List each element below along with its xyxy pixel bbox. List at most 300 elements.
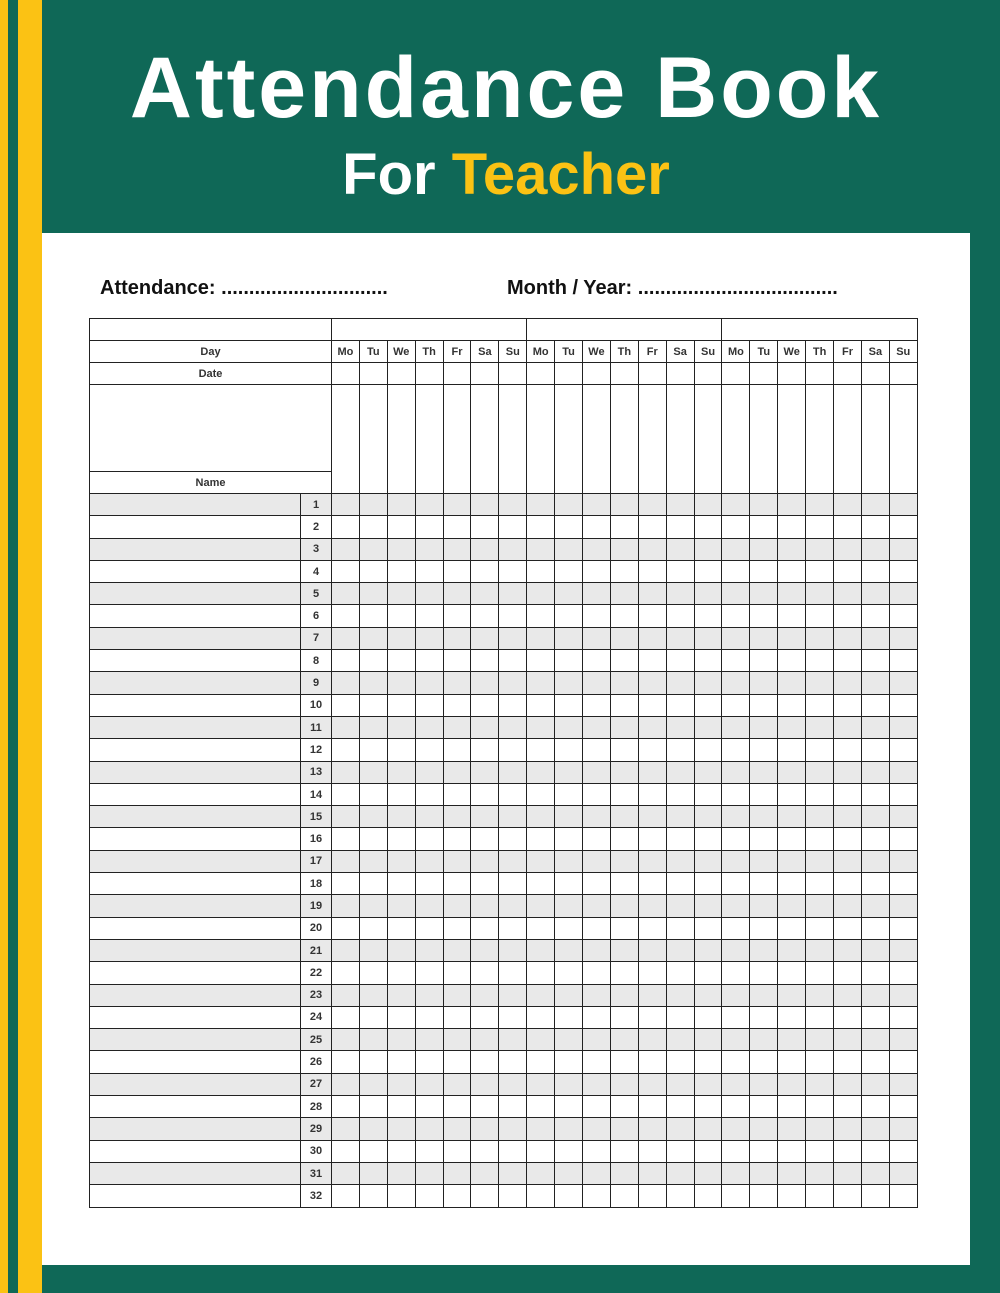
attendance-cell[interactable] (778, 873, 806, 895)
attendance-cell[interactable] (778, 1073, 806, 1095)
attendance-cell[interactable] (834, 850, 862, 872)
attendance-cell[interactable] (332, 1140, 360, 1162)
attendance-cell[interactable] (750, 917, 778, 939)
attendance-cell[interactable] (387, 895, 415, 917)
student-name-cell[interactable] (90, 1096, 301, 1118)
attendance-cell[interactable] (359, 761, 387, 783)
attendance-cell[interactable] (359, 939, 387, 961)
attendance-cell[interactable] (722, 627, 750, 649)
attendance-cell[interactable] (889, 650, 917, 672)
attendance-cell[interactable] (778, 1185, 806, 1207)
attendance-cell[interactable] (722, 1029, 750, 1051)
attendance-cell[interactable] (555, 560, 583, 582)
attendance-cell[interactable] (889, 1140, 917, 1162)
attendance-cell[interactable] (555, 1185, 583, 1207)
header-day-cell[interactable] (499, 385, 527, 494)
attendance-cell[interactable] (443, 1118, 471, 1140)
attendance-cell[interactable] (443, 560, 471, 582)
student-name-cell[interactable] (90, 716, 301, 738)
attendance-cell[interactable] (610, 739, 638, 761)
attendance-cell[interactable] (666, 1006, 694, 1028)
attendance-cell[interactable] (861, 1118, 889, 1140)
attendance-cell[interactable] (834, 984, 862, 1006)
attendance-cell[interactable] (666, 783, 694, 805)
attendance-cell[interactable] (415, 627, 443, 649)
attendance-cell[interactable] (638, 650, 666, 672)
attendance-cell[interactable] (443, 828, 471, 850)
attendance-cell[interactable] (666, 761, 694, 783)
attendance-cell[interactable] (861, 939, 889, 961)
attendance-cell[interactable] (359, 828, 387, 850)
attendance-cell[interactable] (722, 761, 750, 783)
attendance-cell[interactable] (861, 828, 889, 850)
attendance-cell[interactable] (555, 806, 583, 828)
attendance-cell[interactable] (889, 806, 917, 828)
attendance-cell[interactable] (722, 516, 750, 538)
attendance-cell[interactable] (889, 560, 917, 582)
attendance-cell[interactable] (499, 1140, 527, 1162)
attendance-cell[interactable] (638, 583, 666, 605)
attendance-cell[interactable] (806, 716, 834, 738)
attendance-cell[interactable] (806, 1096, 834, 1118)
attendance-cell[interactable] (889, 538, 917, 560)
attendance-cell[interactable] (778, 850, 806, 872)
header-day-cell[interactable] (527, 385, 555, 494)
attendance-cell[interactable] (638, 694, 666, 716)
attendance-cell[interactable] (415, 1140, 443, 1162)
attendance-cell[interactable] (694, 716, 722, 738)
attendance-cell[interactable] (638, 761, 666, 783)
attendance-cell[interactable] (806, 873, 834, 895)
attendance-cell[interactable] (722, 895, 750, 917)
attendance-cell[interactable] (527, 739, 555, 761)
attendance-cell[interactable] (750, 1118, 778, 1140)
attendance-cell[interactable] (806, 538, 834, 560)
attendance-cell[interactable] (666, 739, 694, 761)
attendance-cell[interactable] (638, 739, 666, 761)
attendance-cell[interactable] (555, 962, 583, 984)
attendance-cell[interactable] (694, 1185, 722, 1207)
attendance-cell[interactable] (666, 873, 694, 895)
attendance-cell[interactable] (471, 873, 499, 895)
header-day-cell[interactable] (471, 385, 499, 494)
attendance-cell[interactable] (387, 939, 415, 961)
attendance-cell[interactable] (555, 627, 583, 649)
attendance-cell[interactable] (806, 1162, 834, 1184)
student-name-cell[interactable] (90, 694, 301, 716)
attendance-cell[interactable] (694, 672, 722, 694)
student-name-cell[interactable] (90, 605, 301, 627)
attendance-cell[interactable] (443, 739, 471, 761)
attendance-cell[interactable] (583, 1140, 611, 1162)
attendance-cell[interactable] (555, 716, 583, 738)
attendance-cell[interactable] (889, 1118, 917, 1140)
attendance-cell[interactable] (889, 694, 917, 716)
attendance-cell[interactable] (722, 984, 750, 1006)
attendance-cell[interactable] (332, 739, 360, 761)
attendance-cell[interactable] (332, 873, 360, 895)
date-cell[interactable] (610, 363, 638, 385)
attendance-cell[interactable] (443, 873, 471, 895)
attendance-cell[interactable] (332, 583, 360, 605)
attendance-cell[interactable] (583, 1073, 611, 1095)
attendance-cell[interactable] (555, 895, 583, 917)
attendance-cell[interactable] (889, 962, 917, 984)
attendance-cell[interactable] (471, 1162, 499, 1184)
attendance-cell[interactable] (471, 783, 499, 805)
attendance-cell[interactable] (861, 1006, 889, 1028)
attendance-cell[interactable] (861, 494, 889, 516)
attendance-cell[interactable] (889, 873, 917, 895)
attendance-cell[interactable] (415, 1029, 443, 1051)
attendance-cell[interactable] (889, 761, 917, 783)
attendance-cell[interactable] (834, 917, 862, 939)
attendance-blank[interactable]: .............................. (221, 277, 388, 299)
attendance-cell[interactable] (443, 1073, 471, 1095)
attendance-cell[interactable] (527, 1073, 555, 1095)
attendance-cell[interactable] (332, 1006, 360, 1028)
date-cell[interactable] (861, 363, 889, 385)
student-name-cell[interactable] (90, 672, 301, 694)
attendance-cell[interactable] (750, 694, 778, 716)
attendance-cell[interactable] (666, 672, 694, 694)
attendance-cell[interactable] (806, 1051, 834, 1073)
attendance-cell[interactable] (471, 895, 499, 917)
attendance-cell[interactable] (499, 828, 527, 850)
attendance-cell[interactable] (415, 895, 443, 917)
attendance-cell[interactable] (722, 1140, 750, 1162)
header-day-cell[interactable] (889, 385, 917, 494)
attendance-cell[interactable] (387, 783, 415, 805)
header-day-cell[interactable] (443, 385, 471, 494)
attendance-cell[interactable] (861, 962, 889, 984)
attendance-cell[interactable] (638, 1029, 666, 1051)
attendance-cell[interactable] (443, 1051, 471, 1073)
attendance-cell[interactable] (415, 850, 443, 872)
attendance-cell[interactable] (610, 895, 638, 917)
attendance-cell[interactable] (638, 939, 666, 961)
attendance-cell[interactable] (415, 984, 443, 1006)
attendance-cell[interactable] (471, 828, 499, 850)
attendance-cell[interactable] (387, 1185, 415, 1207)
attendance-cell[interactable] (722, 605, 750, 627)
attendance-cell[interactable] (666, 850, 694, 872)
attendance-cell[interactable] (694, 605, 722, 627)
attendance-cell[interactable] (834, 1140, 862, 1162)
attendance-cell[interactable] (527, 1029, 555, 1051)
attendance-cell[interactable] (861, 873, 889, 895)
attendance-cell[interactable] (471, 716, 499, 738)
attendance-cell[interactable] (359, 583, 387, 605)
attendance-cell[interactable] (610, 962, 638, 984)
attendance-cell[interactable] (889, 516, 917, 538)
attendance-cell[interactable] (387, 1140, 415, 1162)
attendance-cell[interactable] (889, 583, 917, 605)
attendance-cell[interactable] (387, 605, 415, 627)
student-name-cell[interactable] (90, 1118, 301, 1140)
attendance-cell[interactable] (555, 650, 583, 672)
attendance-cell[interactable] (610, 1118, 638, 1140)
attendance-cell[interactable] (471, 650, 499, 672)
attendance-cell[interactable] (387, 583, 415, 605)
attendance-cell[interactable] (499, 1006, 527, 1028)
attendance-cell[interactable] (527, 627, 555, 649)
attendance-cell[interactable] (666, 895, 694, 917)
attendance-cell[interactable] (666, 1118, 694, 1140)
attendance-cell[interactable] (778, 538, 806, 560)
attendance-cell[interactable] (443, 962, 471, 984)
attendance-cell[interactable] (638, 806, 666, 828)
attendance-cell[interactable] (638, 783, 666, 805)
attendance-cell[interactable] (750, 850, 778, 872)
attendance-cell[interactable] (834, 672, 862, 694)
attendance-cell[interactable] (359, 1185, 387, 1207)
student-name-cell[interactable] (90, 873, 301, 895)
attendance-cell[interactable] (666, 583, 694, 605)
attendance-cell[interactable] (583, 939, 611, 961)
attendance-cell[interactable] (778, 739, 806, 761)
header-day-cell[interactable] (861, 385, 889, 494)
date-cell[interactable] (359, 363, 387, 385)
attendance-cell[interactable] (889, 1051, 917, 1073)
attendance-cell[interactable] (638, 1162, 666, 1184)
attendance-cell[interactable] (555, 761, 583, 783)
attendance-cell[interactable] (889, 850, 917, 872)
attendance-cell[interactable] (750, 494, 778, 516)
student-name-cell[interactable] (90, 583, 301, 605)
attendance-cell[interactable] (359, 694, 387, 716)
attendance-cell[interactable] (694, 560, 722, 582)
attendance-cell[interactable] (778, 494, 806, 516)
student-name-cell[interactable] (90, 1051, 301, 1073)
attendance-cell[interactable] (610, 917, 638, 939)
attendance-cell[interactable] (638, 1073, 666, 1095)
attendance-cell[interactable] (555, 1140, 583, 1162)
attendance-cell[interactable] (806, 984, 834, 1006)
attendance-cell[interactable] (694, 494, 722, 516)
attendance-cell[interactable] (583, 1029, 611, 1051)
attendance-cell[interactable] (610, 783, 638, 805)
attendance-cell[interactable] (778, 962, 806, 984)
attendance-cell[interactable] (694, 1029, 722, 1051)
student-name-cell[interactable] (90, 516, 301, 538)
attendance-cell[interactable] (889, 627, 917, 649)
attendance-cell[interactable] (834, 828, 862, 850)
attendance-cell[interactable] (583, 1006, 611, 1028)
attendance-cell[interactable] (834, 1096, 862, 1118)
attendance-cell[interactable] (750, 739, 778, 761)
attendance-cell[interactable] (359, 672, 387, 694)
attendance-cell[interactable] (666, 962, 694, 984)
attendance-cell[interactable] (332, 850, 360, 872)
student-name-cell[interactable] (90, 627, 301, 649)
attendance-cell[interactable] (499, 650, 527, 672)
attendance-cell[interactable] (694, 1096, 722, 1118)
attendance-cell[interactable] (583, 694, 611, 716)
date-cell[interactable] (722, 363, 750, 385)
attendance-cell[interactable] (889, 1096, 917, 1118)
attendance-cell[interactable] (415, 716, 443, 738)
attendance-cell[interactable] (722, 1162, 750, 1184)
student-name-cell[interactable] (90, 828, 301, 850)
attendance-cell[interactable] (778, 560, 806, 582)
attendance-cell[interactable] (471, 739, 499, 761)
attendance-cell[interactable] (750, 716, 778, 738)
attendance-cell[interactable] (332, 962, 360, 984)
student-name-cell[interactable] (90, 917, 301, 939)
date-cell[interactable] (527, 363, 555, 385)
attendance-cell[interactable] (889, 939, 917, 961)
attendance-cell[interactable] (332, 1185, 360, 1207)
attendance-cell[interactable] (332, 1162, 360, 1184)
attendance-cell[interactable] (583, 1185, 611, 1207)
attendance-cell[interactable] (861, 1185, 889, 1207)
attendance-cell[interactable] (359, 1051, 387, 1073)
attendance-cell[interactable] (861, 1140, 889, 1162)
attendance-cell[interactable] (415, 873, 443, 895)
student-name-cell[interactable] (90, 895, 301, 917)
date-cell[interactable] (387, 363, 415, 385)
attendance-cell[interactable] (861, 627, 889, 649)
attendance-cell[interactable] (861, 560, 889, 582)
attendance-cell[interactable] (694, 739, 722, 761)
student-name-cell[interactable] (90, 962, 301, 984)
attendance-cell[interactable] (555, 1118, 583, 1140)
attendance-cell[interactable] (694, 1006, 722, 1028)
attendance-cell[interactable] (471, 605, 499, 627)
attendance-cell[interactable] (332, 1073, 360, 1095)
attendance-cell[interactable] (834, 1185, 862, 1207)
student-name-cell[interactable] (90, 1029, 301, 1051)
attendance-cell[interactable] (332, 917, 360, 939)
attendance-cell[interactable] (583, 516, 611, 538)
attendance-cell[interactable] (638, 1118, 666, 1140)
attendance-cell[interactable] (443, 806, 471, 828)
attendance-cell[interactable] (527, 828, 555, 850)
header-day-cell[interactable] (415, 385, 443, 494)
attendance-cell[interactable] (471, 962, 499, 984)
attendance-cell[interactable] (527, 494, 555, 516)
attendance-cell[interactable] (750, 1096, 778, 1118)
attendance-cell[interactable] (722, 739, 750, 761)
attendance-cell[interactable] (694, 962, 722, 984)
attendance-cell[interactable] (722, 828, 750, 850)
attendance-cell[interactable] (332, 1029, 360, 1051)
attendance-cell[interactable] (666, 828, 694, 850)
student-name-cell[interactable] (90, 650, 301, 672)
attendance-cell[interactable] (471, 1006, 499, 1028)
month-year-blank[interactable]: .................................... (637, 277, 838, 299)
header-day-cell[interactable] (778, 385, 806, 494)
attendance-cell[interactable] (555, 984, 583, 1006)
attendance-cell[interactable] (638, 1185, 666, 1207)
header-day-cell[interactable] (666, 385, 694, 494)
attendance-cell[interactable] (499, 1096, 527, 1118)
attendance-cell[interactable] (387, 494, 415, 516)
attendance-cell[interactable] (415, 516, 443, 538)
attendance-cell[interactable] (694, 1140, 722, 1162)
attendance-cell[interactable] (861, 1162, 889, 1184)
attendance-cell[interactable] (387, 694, 415, 716)
header-day-cell[interactable] (583, 385, 611, 494)
header-day-cell[interactable] (387, 385, 415, 494)
attendance-cell[interactable] (332, 650, 360, 672)
attendance-cell[interactable] (527, 984, 555, 1006)
attendance-cell[interactable] (415, 962, 443, 984)
attendance-cell[interactable] (415, 1073, 443, 1095)
attendance-cell[interactable] (415, 560, 443, 582)
attendance-cell[interactable] (638, 560, 666, 582)
attendance-cell[interactable] (694, 828, 722, 850)
attendance-cell[interactable] (778, 895, 806, 917)
attendance-cell[interactable] (359, 716, 387, 738)
attendance-cell[interactable] (722, 583, 750, 605)
attendance-cell[interactable] (359, 650, 387, 672)
attendance-cell[interactable] (443, 516, 471, 538)
attendance-cell[interactable] (694, 895, 722, 917)
attendance-cell[interactable] (638, 828, 666, 850)
attendance-cell[interactable] (332, 694, 360, 716)
attendance-cell[interactable] (722, 672, 750, 694)
header-day-cell[interactable] (359, 385, 387, 494)
attendance-cell[interactable] (834, 1029, 862, 1051)
attendance-cell[interactable] (583, 583, 611, 605)
attendance-cell[interactable] (861, 538, 889, 560)
attendance-cell[interactable] (778, 1096, 806, 1118)
attendance-cell[interactable] (806, 694, 834, 716)
attendance-cell[interactable] (387, 828, 415, 850)
attendance-cell[interactable] (750, 650, 778, 672)
attendance-cell[interactable] (666, 939, 694, 961)
attendance-cell[interactable] (806, 672, 834, 694)
attendance-cell[interactable] (834, 694, 862, 716)
attendance-cell[interactable] (387, 1073, 415, 1095)
attendance-cell[interactable] (750, 1051, 778, 1073)
attendance-cell[interactable] (555, 538, 583, 560)
attendance-cell[interactable] (499, 627, 527, 649)
attendance-cell[interactable] (555, 494, 583, 516)
attendance-cell[interactable] (527, 1185, 555, 1207)
attendance-cell[interactable] (443, 895, 471, 917)
attendance-cell[interactable] (359, 873, 387, 895)
attendance-cell[interactable] (722, 538, 750, 560)
attendance-cell[interactable] (694, 516, 722, 538)
attendance-cell[interactable] (638, 516, 666, 538)
attendance-cell[interactable] (666, 627, 694, 649)
attendance-cell[interactable] (861, 895, 889, 917)
attendance-cell[interactable] (694, 583, 722, 605)
attendance-cell[interactable] (499, 895, 527, 917)
attendance-cell[interactable] (387, 650, 415, 672)
attendance-cell[interactable] (834, 783, 862, 805)
attendance-cell[interactable] (638, 917, 666, 939)
attendance-cell[interactable] (332, 783, 360, 805)
attendance-cell[interactable] (834, 895, 862, 917)
attendance-cell[interactable] (638, 494, 666, 516)
attendance-cell[interactable] (527, 516, 555, 538)
attendance-cell[interactable] (694, 850, 722, 872)
attendance-cell[interactable] (722, 917, 750, 939)
attendance-cell[interactable] (750, 783, 778, 805)
attendance-cell[interactable] (359, 516, 387, 538)
attendance-cell[interactable] (889, 605, 917, 627)
date-cell[interactable] (583, 363, 611, 385)
student-name-cell[interactable] (90, 739, 301, 761)
attendance-cell[interactable] (332, 806, 360, 828)
header-day-cell[interactable] (555, 385, 583, 494)
attendance-cell[interactable] (471, 761, 499, 783)
attendance-cell[interactable] (359, 895, 387, 917)
